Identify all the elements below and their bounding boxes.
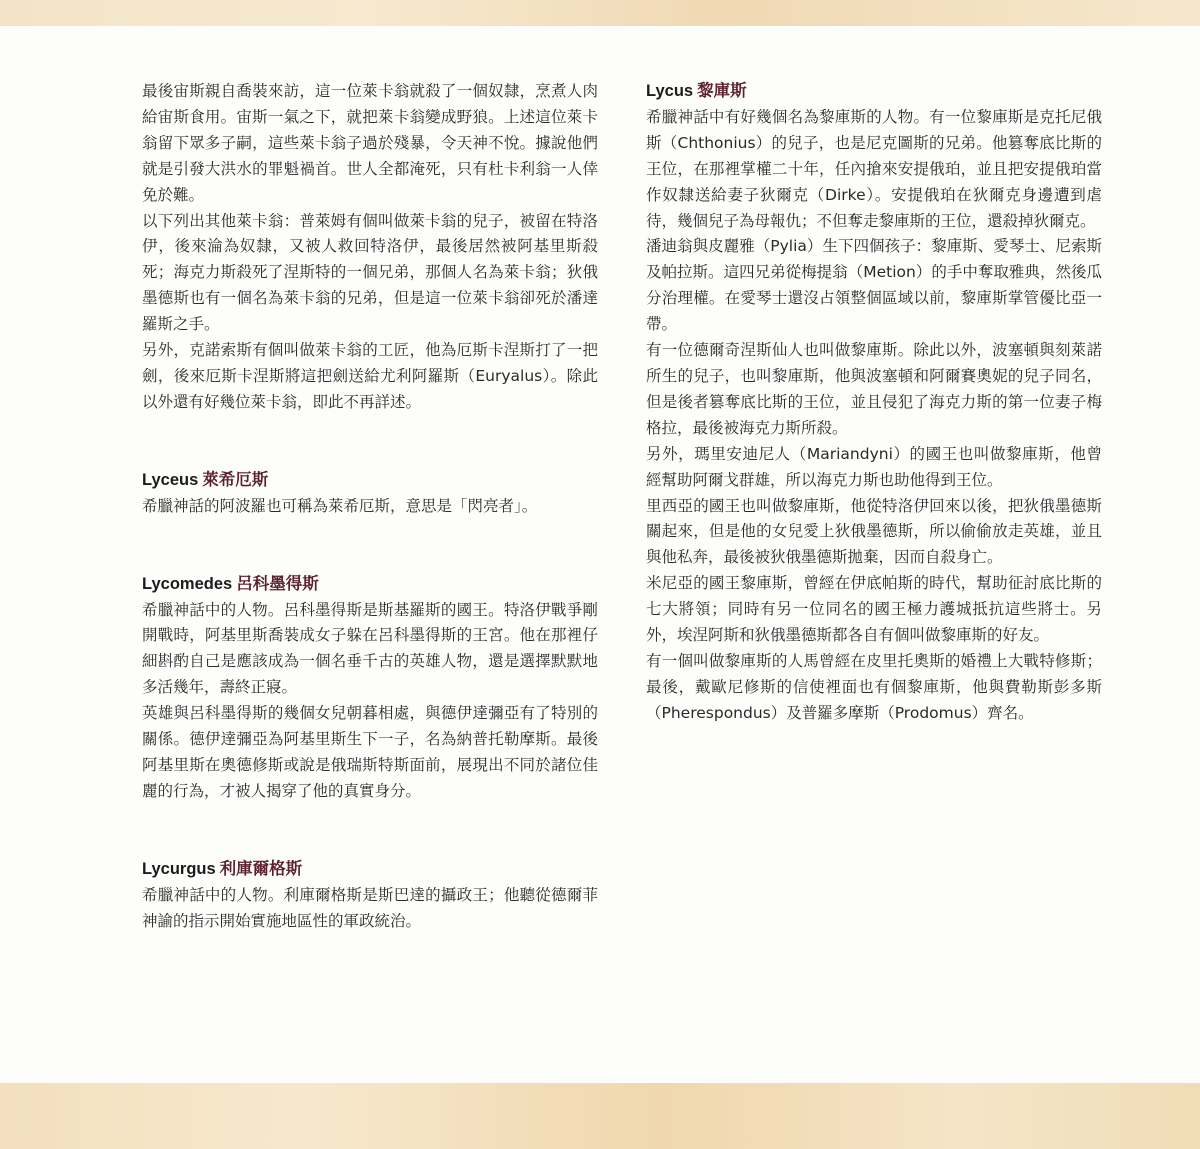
body-paragraph: 另外，克諾索斯有個叫做萊卡翁的工匠，他為厄斯卡涅斯打了一把劍，後來厄斯卡涅斯將這把劍送給尤利阿羅斯（Euryalus）。除此以外還有好幾位萊卡翁，即此不再詳述。 [142,341,598,411]
left-column [142,79,598,934]
body-paragraph: 希臘神話中有好幾個名為黎庫斯的人物。有一位黎庫斯是克托尼俄斯（Chthonius）的兒子，也是尼克圖斯的兄弟。他篡奪底比斯的王位，在那裡掌權二十年，任內搶來安提俄珀，並且把安提俄珀當作奴隸送給妻子狄爾克（Dirke）。安提俄珀在狄爾克身邊遭到虐待，幾個兒子為母報仇；不但奪走黎庫斯的王位，還殺掉狄爾克。 [646,107,1102,230]
body-paragraph: 希臘神話的阿波羅也可稱為萊希厄斯，意思是「閃亮者」。 [142,496,538,515]
entry-heading [646,79,1102,105]
body-paragraph: 最後宙斯親自喬裝來訪，這一位萊卡翁就殺了一個奴隸，烹煮人肉給宙斯食用。宙斯一氣之下，就把萊卡翁變成野狼。上述這位萊卡翁留下眾多子嗣，這些萊卡翁子過於殘暴，令天神不悅。據說他們就是引發大洪水的罪魁禍首。世人全都淹死，只有杜卡利翁一人倖免於難。 [142,82,598,204]
heading-cn: 萊希厄斯 [202,470,269,489]
heading-en: Lycurgus [142,859,216,878]
entry-lycurgus [142,857,598,935]
heading-cn: 黎庫斯 [697,82,747,100]
body-paragraph: 另外，瑪里安迪尼人（Mariandyni）的國王也叫做黎庫斯，他曾經幫助阿爾戈群雄，所以海克力斯也助他得到王位。 [646,444,1102,489]
heading-cn: 利庫爾格斯 [219,859,303,878]
entry-lycus [646,79,1102,727]
body-paragraph: 有一位德爾奇涅斯仙人也叫做黎庫斯。除此以外，波塞頓與刻萊諾所生的兒子，也叫黎庫斯，他與波塞頓和阿爾賽奧妮的兒子同名，但是後者篡奪底比斯的王位，並且侵犯了海克力斯的第一位妻子梅格拉，最後被海克力斯所殺。 [646,341,1102,437]
body-paragraph: 潘迪翁與皮麗雅（Pylia）生下四個孩子：黎庫斯、愛琴士、尼索斯及帕拉斯。這四兄弟從梅提翁（Metion）的手中奪取雅典，然後瓜分治理權。在愛琴士還沒占領整個區域以前，黎庫斯掌管優比亞一帶。 [646,237,1102,334]
entry-heading [142,572,598,598]
body-paragraph: 英雄與呂科墨得斯的幾個女兒朝暮相處，與德伊達彌亞有了特別的關係。德伊達彌亞為阿基里斯生下一子，名為納普托勒摩斯。最後阿基里斯在奧德修斯或說是俄瑞斯特斯面前，展現出不同於諸位佳麗的行為，才被人揭穿了他的真實身分。 [142,704,598,800]
right-column [646,79,1102,727]
body-paragraph: 希臘神話中的人物。利庫爾格斯是斯巴達的攝政王；他聽從德爾菲神諭的指示開始實施地區性的軍政統治。 [142,885,598,930]
entry-heading [142,857,598,883]
bottom-decorative-band [0,1083,1200,1149]
heading-cn: 呂科墨得斯 [236,574,319,593]
heading-en: Lyceus [142,470,199,489]
body-paragraph: 里西亞的國王也叫做黎庫斯，他從特洛伊回來以後，把狄俄墨德斯關起來，但是他的女兒愛上狄俄墨德斯，所以偷偷放走英雄，並且與他私奔，最後被狄俄墨德斯拋棄，因而自殺身亡。 [646,496,1102,567]
entry-heading [142,468,598,494]
body-paragraph: 希臘神話中的人物。呂科墨得斯是斯基羅斯的國王。特洛伊戰爭剛開戰時，阿基里斯喬裝成女子躲在呂科墨得斯的王宮。他在那裡仔細斟酌自己是應該成為一個名垂千古的英雄人物，還是選擇默默地多活幾年，壽終正寢。 [142,600,598,697]
entry-lycomedes [142,572,598,805]
heading-en: Lycomedes [142,574,233,593]
top-decorative-band [0,0,1200,26]
body-paragraph: 有一個叫做黎庫斯的人馬曾經在皮里托奧斯的婚禮上大戰特修斯；最後，戴歐尼修斯的信使裡面也有個黎庫斯，他與費勒斯彭多斯（Pherespondus）及普羅多摩斯（Prodomus）齊名。 [646,651,1102,722]
entry-lyceus [142,468,598,520]
body-paragraph: 以下列出其他萊卡翁：普萊姆有個叫做萊卡翁的兒子，被留在特洛伊，後來淪為奴隸，又被人救回特洛伊，最後居然被阿基里斯殺死；海克力斯殺死了涅斯特的一個兄弟，那個人名為萊卡翁；狄俄墨德斯也有一個名為萊卡翁的兄弟，但是這一位萊卡翁卻死於潘達羅斯之手。 [142,211,598,334]
body-paragraph: 米尼亞的國王黎庫斯，曾經在伊底帕斯的時代，幫助征討底比斯的七大將領；同時有另一位同名的國王極力護城抵抗這些將士。另外，埃涅阿斯和狄俄墨德斯都各自有個叫做黎庫斯的好友。 [646,574,1102,645]
entry-lycaon-continued [142,79,598,416]
heading-en: Lycus [646,82,694,100]
